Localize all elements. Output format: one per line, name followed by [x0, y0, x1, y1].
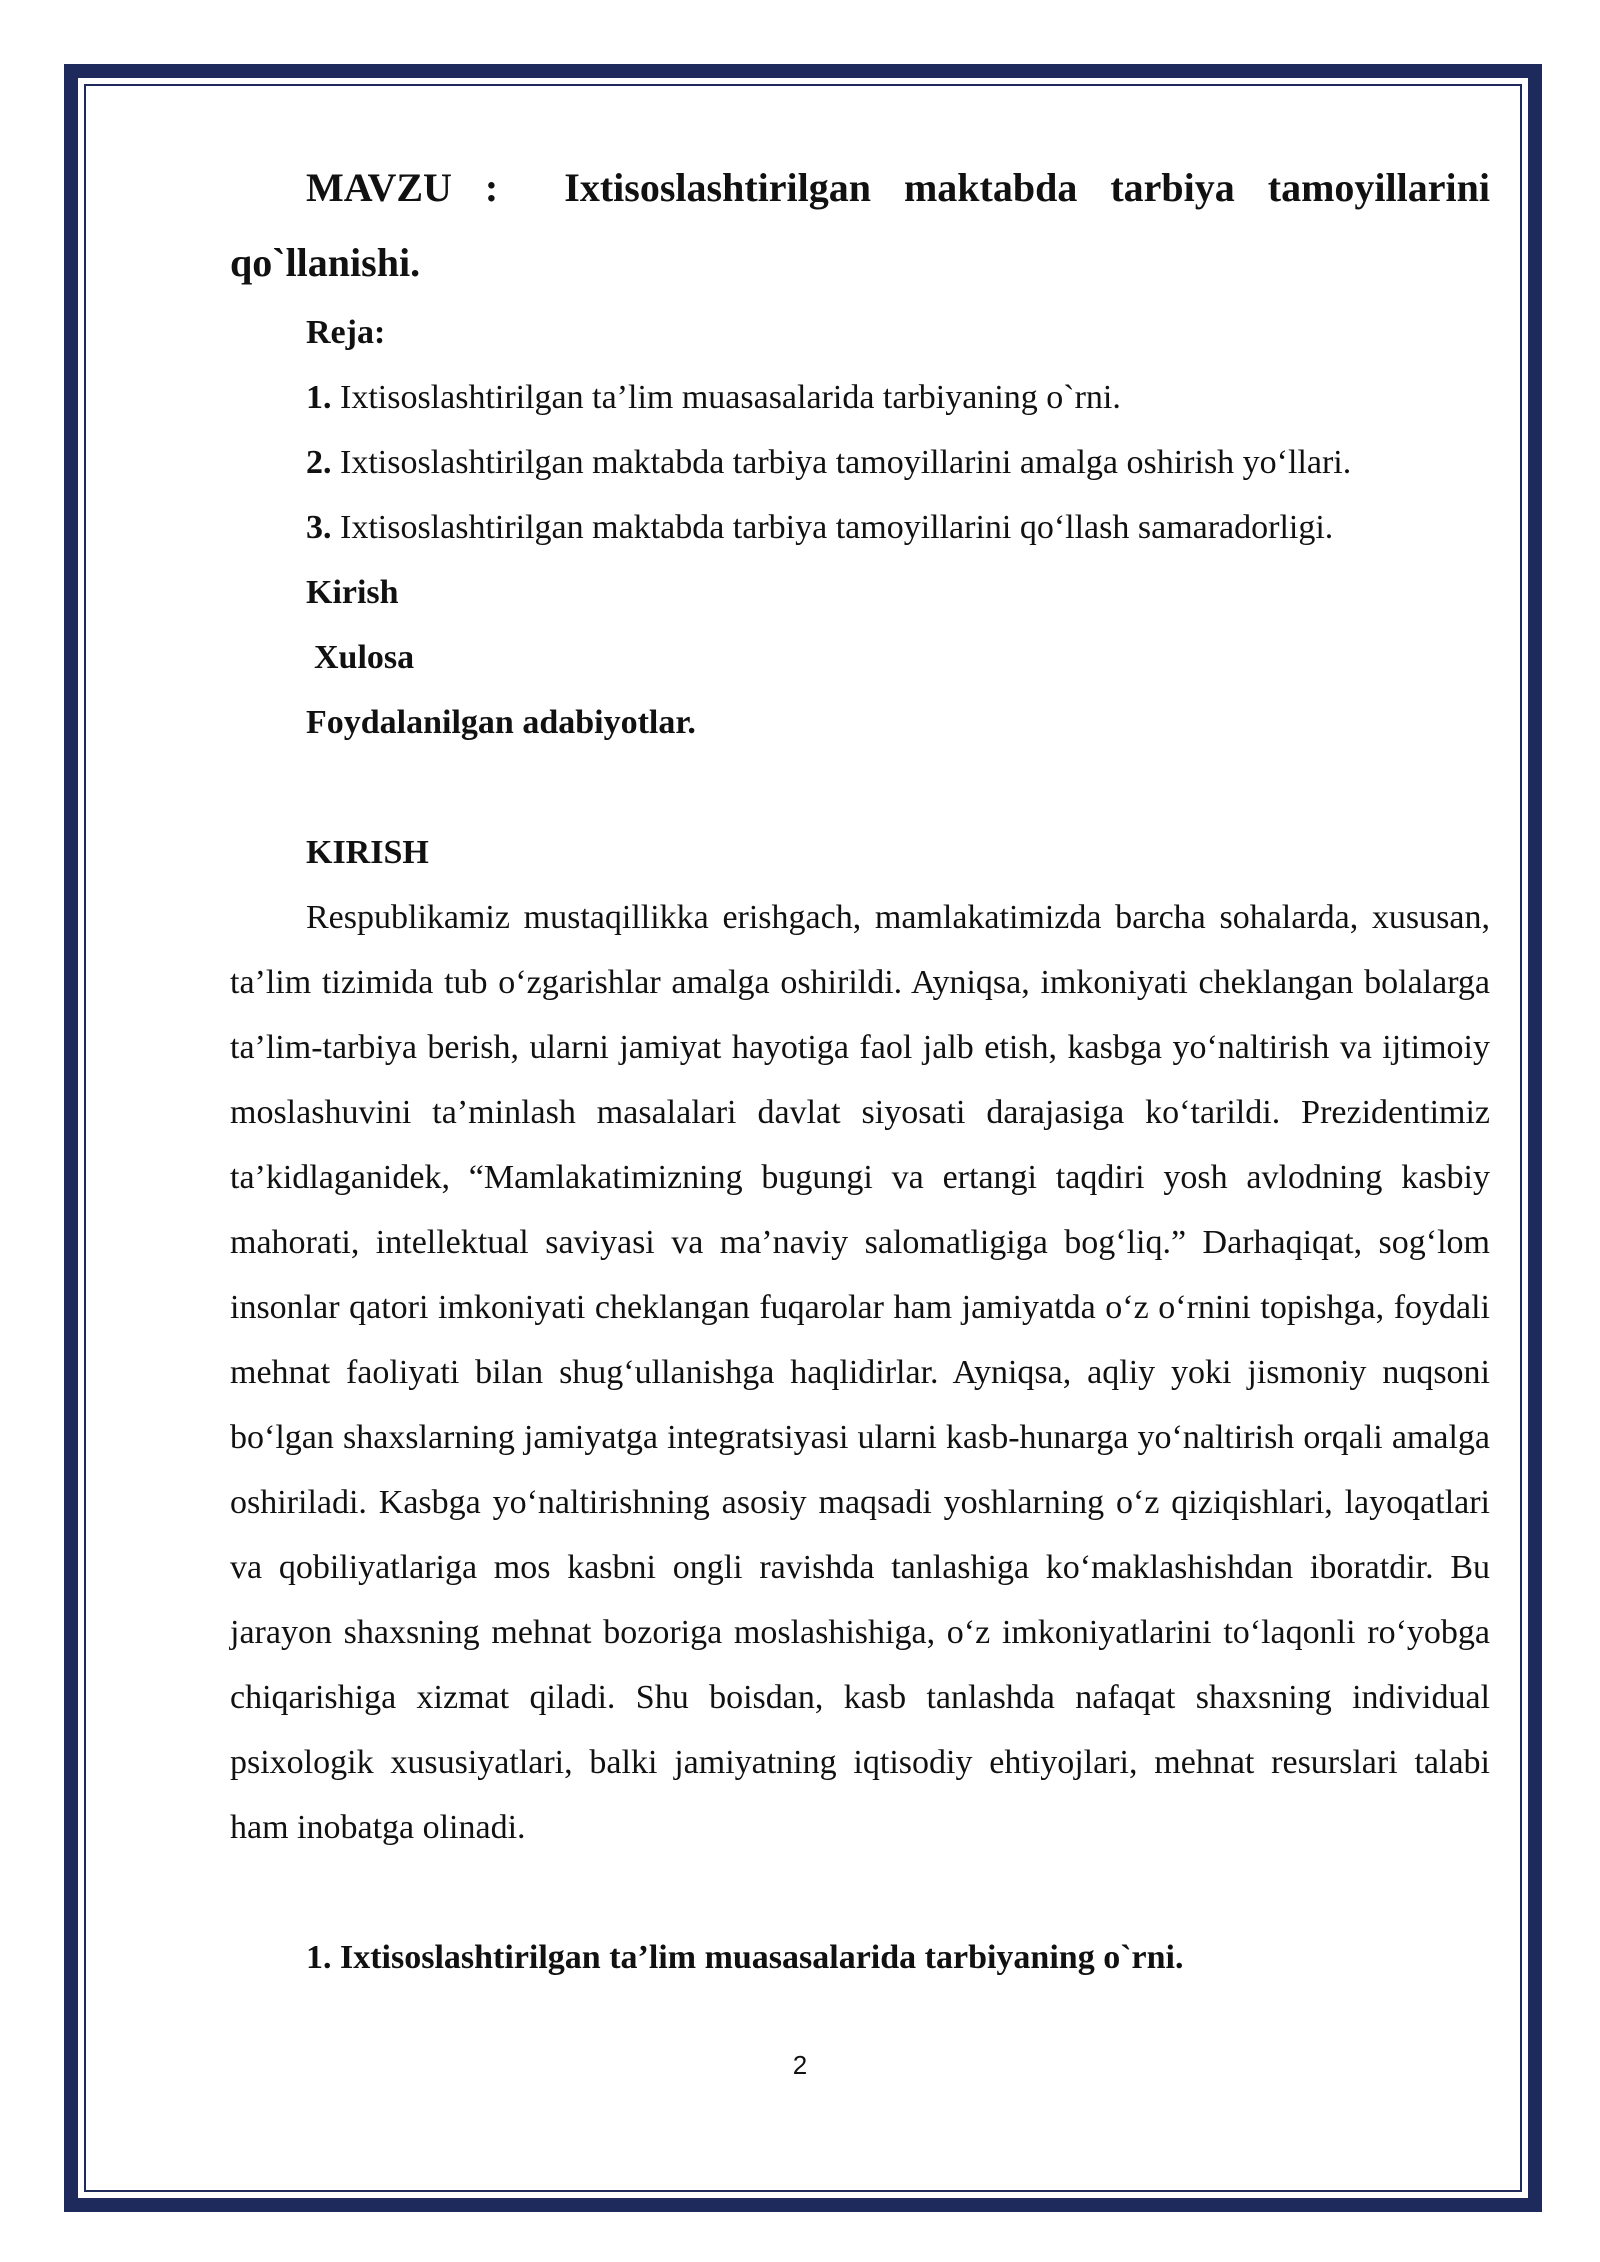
spacer — [230, 755, 1490, 820]
plan-item-number: 3. — [306, 509, 332, 546]
plan-item-3 — [230, 495, 1490, 560]
plan-heading: Reja: — [306, 314, 386, 351]
plan-item-number: 2. — [306, 444, 332, 481]
plan-item-text: Ixtisoslashtirilgan ta’lim muasasalarida tarbiyaning o`rni. — [340, 379, 1121, 416]
title-label: MAVZU : — [306, 165, 499, 210]
title-text: Ixtisoslashtirilgan maktabda tarbiya tamoyillarini qo`llanishi. — [230, 165, 1490, 285]
plan-item-text: Ixtisoslashtirilgan maktabda tarbiya tamoyillarini amalga oshirish yo‘llari. — [340, 444, 1352, 481]
plan-item-text: Ixtisoslashtirilgan maktabda tarbiya tamoyillarini qo‘llash samaradorligi. — [340, 509, 1334, 546]
spacer — [230, 1860, 1490, 1925]
plan-item-1 — [230, 365, 1490, 430]
plan-item-2 — [230, 430, 1490, 495]
page-number: 2 — [792, 2050, 808, 2080]
intro-paragraph: Respublikamiz mustaqillikka erishgach, mamlakatimizda barcha sohalarda, xususan, ta’lim tizimida tub o‘zgarishlar amalga oshirildi. Ayniqsa, imkoniyati cheklangan bolalarga ta’lim-tarbiya berish, ularni jamiyat hayotiga faol jalb etish, kasbga yo‘naltirish va ijtimoiy moslashuvini ta’minlash masalalari davlat siyosati darajasiga ko‘tarildi. Prezidentimiz ta’kidlaganidek, “Mamlakatimizning bugungi va ertangi taqdiri yosh avlodning kasbiy mahorati, intellektual saviyasi va ma’naviy salomatligiga bog‘liq.” Darhaqiqat, sog‘lom insonlar qatori imkoniyati cheklangan fuqarolar ham jamiyatda o‘z o‘rnini topishga, foydali mehnat faoliyati bilan shug‘ullanishga haqlidirlar. Ayniqsa, aqliy yoki jismoniy nuqsoni bo‘lgan shaxslarning jamiyatga integratsiyasi ularni kasb-hunarga yo‘naltirish orqali amalga oshiriladi. Kasbga yo‘naltirishning asosiy maqsadi yoshlarning o‘z qiziqishlari, layoqatlari va qobiliyatlariga mos kasbni ongli ravishda tanlashiga ko‘maklashishdan iboratdir. Bu jarayon shaxsning mehnat bozoriga moslashishiga, o‘z imkoniyatlarini to‘laqonli ro‘yobga chiqarishiga xizmat qiladi. Shu boisdan, kasb tanlashda nafaqat shaxsning individual psixologik xususiyatlari, balki jamiyatning iqtisodiy ehtiyojlari, mehnat resurslari talabi ham inobatga olinadi. — [230, 899, 1490, 1846]
plan-kirish: Kirish — [306, 574, 399, 611]
intro-heading: KIRISH — [306, 834, 429, 871]
plan-references: Foydalanilgan adabiyotlar. — [306, 704, 696, 741]
section-heading-1: 1. Ixtisoslashtirilgan ta’lim muasasalarida tarbiyaning o`rni. — [306, 1939, 1184, 1976]
plan-xulosa: Xulosa — [314, 639, 415, 676]
document-title — [230, 150, 1490, 300]
document-content — [230, 150, 1490, 1990]
plan-item-number: 1. — [306, 379, 332, 416]
